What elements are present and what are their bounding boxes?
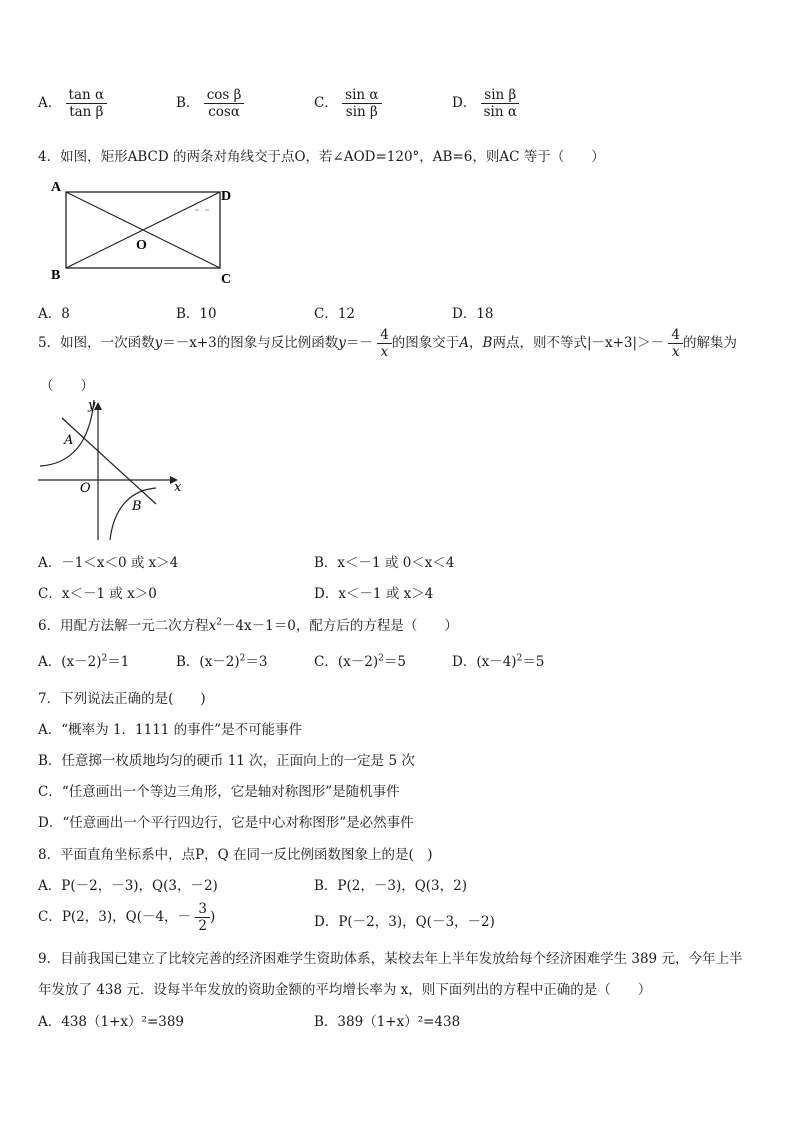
q9-option-b: B．389（1+x）²=438	[314, 1014, 461, 1030]
q3-option-d: D． $\frac{\text{sin β}}{\text{sin α}}$	[452, 88, 520, 119]
q9-stem-line2: 年发放了 438 元．设每半年发放的资助金额的平均增长率为 x，则下面列出的方程中正确的是（ ）	[38, 982, 652, 998]
q6-option-a: A．$(x-2)^2=1$	[38, 653, 130, 670]
q9-stem-line1: 9．目前我国已建立了比较完善的经济困难学生资助体系，某校去年上半年发放给每个经济困难学生 389 元，今年上半	[38, 951, 743, 967]
graph-label-o: O	[80, 481, 91, 496]
q6-option-d: D．$(x-4)^2=5$	[452, 653, 545, 670]
q5-fraction-1: $\frac{4}{x}$	[377, 328, 392, 359]
q3-option-d-fraction: $\frac{\text{sin β}}{\text{sin α}}$	[481, 88, 520, 119]
graph-label-b: B	[132, 499, 142, 514]
q4-rectangle-figure	[40, 176, 250, 288]
graph-label-x: x	[174, 480, 182, 495]
q8-stem: 8．平面直角坐标系中，点P，Q 在同一反比例函数图象上的是( )	[38, 847, 433, 863]
q5-stem-bracket: （ ）	[40, 378, 94, 394]
q8-option-c-fraction: $\frac{3}{2}$	[195, 902, 210, 933]
q3-option-b-fraction: $\frac{\text{cos β}}{\cos\alpha}$	[204, 88, 245, 119]
q4-option-d: D．18	[452, 306, 494, 322]
q3-option-c: C． $\frac{\text{sin α}}{\text{sin β}}$	[314, 88, 382, 119]
q4-option-c: C．12	[314, 306, 356, 322]
label-o: O	[136, 238, 147, 253]
q9-option-a: A．438（1+x）²=389	[38, 1014, 185, 1030]
q7-option-d: D．“任意画出一个平行四边行，它是中心对称图形”是必然事件	[38, 815, 414, 831]
q4-option-b: B．10	[176, 306, 217, 322]
q5-fraction-2: $\frac{4}{x}$	[668, 328, 683, 359]
q6-stem: 6．用配方法解一元二次方程$x^2-4x-1=0$，配方后的方程是（ ）	[38, 617, 458, 634]
q7-option-c: C．“任意画出一个等边三角形，它是轴对称图形”是随机事件	[38, 784, 400, 800]
q3-option-a: A． $\frac{\text{tan α}}{\text{tan β}}$	[38, 88, 107, 119]
q7-option-b: B．任意掷一枚质地均匀的硬币 11 次，正面向上的一定是 5 次	[38, 753, 415, 769]
q7-option-a: A．“概率为 1．1111 的事件”是不可能事件	[38, 722, 303, 738]
q8-option-c: C．P(2，3)，Q(－4，－ $\frac{3}{2}$ )	[38, 901, 216, 935]
q4-option-a: A．8	[38, 306, 70, 322]
q5-option-d: D．x＜－1 或 x＞4	[314, 586, 434, 602]
q8-option-a: A．P(－2，－3)，Q(3，－2)	[38, 878, 218, 894]
label-b: B	[51, 268, 61, 283]
q8-option-d: D．P(－2，3)，Q(－3，－2)	[314, 914, 495, 930]
hyperbola-branch-right	[110, 488, 156, 540]
label-a: A	[51, 180, 62, 195]
q3-option-b: B． $\frac{\text{cos β}}{\cos\alpha}$	[176, 88, 244, 119]
q5-option-a: A．－1＜x＜0 或 x＞4	[38, 555, 179, 571]
q7-stem: 7．下列说法正确的是( )	[38, 691, 206, 707]
q6-option-b: B．$(x-2)^2=3$	[176, 653, 268, 670]
q5-option-b: B．x＜－1 或 0＜x＜4	[314, 555, 455, 571]
q8-option-b: B．P(2，－3)，Q(3，2)	[314, 878, 467, 894]
q5-stem: 5．如图，一次函数y＝－x+3的图象与反比例函数y＝－ $\frac{4}{x}$ 的图象交于A，B两点，则不等式|－x+3|＞－ $\frac{4}{x}$ 的解集为	[38, 327, 737, 361]
graph-label-a: A	[64, 433, 74, 448]
label-d: D	[221, 189, 232, 204]
q6-option-c: C．$(x-2)^2=5$	[314, 653, 406, 670]
q3-option-a-fraction: $\frac{\text{tan α}}{\text{tan β}}$	[66, 88, 108, 119]
graph-label-y: y	[88, 398, 96, 413]
q3-option-c-fraction: $\frac{\text{sin α}}{\text{sin β}}$	[342, 88, 381, 119]
q5-option-c: C．x＜－1 或 x＞0	[38, 586, 157, 602]
q4-stem: 4．如图，矩形ABCD 的两条对角线交于点O，若∠AOD=120°，AB=6，则AC 等于（ ）	[38, 149, 605, 165]
q5-graph-figure	[36, 394, 196, 544]
label-c: C	[221, 272, 232, 287]
